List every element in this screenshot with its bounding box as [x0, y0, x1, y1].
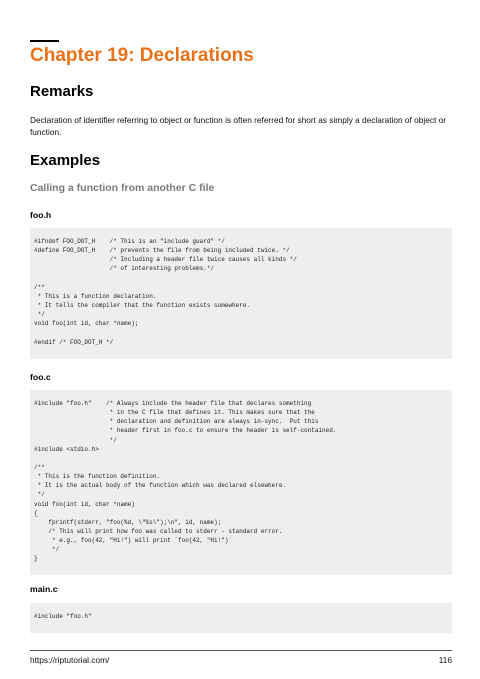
code-line: /* of interesting problems.*/ [34, 265, 215, 273]
code-block-foo-h [30, 228, 452, 359]
footer-rule [30, 650, 452, 651]
code-line: /** [34, 463, 45, 471]
example-subheading: Calling a function from another C file [30, 182, 215, 194]
code-line: * This is the function definition. [34, 473, 161, 481]
code-line: #include <stdio.h> [34, 445, 99, 453]
code-line: * header first in foo.c to ensure the header is self-contained. [34, 427, 337, 435]
code-line: * This is a function declaration. [34, 292, 157, 300]
code-line: /* Including a header file twice causes all kinds */ [34, 256, 297, 264]
code-line: fprintf(stderr, "foo(%d, \"%s\");\n", id, name); [34, 518, 222, 526]
code-line: void foo(int id, char *name) [34, 500, 135, 508]
code-line: #include "foo.h" [34, 613, 92, 620]
code-line: { [34, 509, 38, 517]
code-line: #endif /* FOO_DOT_H */ [34, 338, 114, 346]
code-line: */ [34, 546, 60, 554]
examples-heading: Examples [30, 152, 101, 169]
code-line [34, 454, 448, 463]
code-line: /** [34, 283, 45, 291]
remarks-heading: Remarks [30, 83, 94, 100]
code-line: * It tells the compiler that the function exists somewhere. [34, 301, 251, 309]
code-line: void foo(int id, char *name); [34, 320, 139, 328]
code-line: #define FOO_DOT_H /* prevents the file from being included twice. */ [34, 247, 290, 255]
remarks-text: Declaration of identifier referring to object or function is often referred for short as simply a declaration of object or function. [30, 115, 446, 137]
file-label-foo-c: foo.c [30, 372, 51, 382]
code-line: * declaration and definition are always in-sync. Put this [34, 418, 319, 426]
code-line: #ifndef FOO_DOT_H /* This is an "include guard" */ [34, 238, 225, 245]
title-rule [30, 40, 59, 42]
code-line: */ [34, 311, 45, 319]
code-line: /* This will print how foo was called to stderr - standard error. [34, 527, 283, 535]
file-label-main-c: main.c [30, 584, 58, 594]
code-block-foo-c [30, 390, 452, 575]
footer-url[interactable]: https://riptutorial.com/ [30, 655, 110, 665]
page-number: 116 [438, 655, 452, 665]
code-line [34, 328, 448, 337]
code-line: * e.g., foo(42, "Hi!") will print `foo(42, "Hi!")` [34, 537, 233, 545]
code-line: */ [34, 491, 45, 499]
code-line: */ [34, 436, 117, 444]
file-label-foo-h: foo.h [30, 210, 52, 220]
code-line: * in the C file that defines it. This makes sure that the [34, 409, 315, 417]
chapter-title: Chapter 19: Declarations [30, 45, 254, 66]
code-line [34, 274, 448, 283]
code-line: #include "foo.h" /* Always include the header file that declares something [34, 400, 312, 407]
code-line: } [34, 555, 38, 563]
code-line: * It is the actual body of the function which was declared elsewhere. [34, 482, 287, 490]
code-block-main-c [30, 603, 452, 633]
